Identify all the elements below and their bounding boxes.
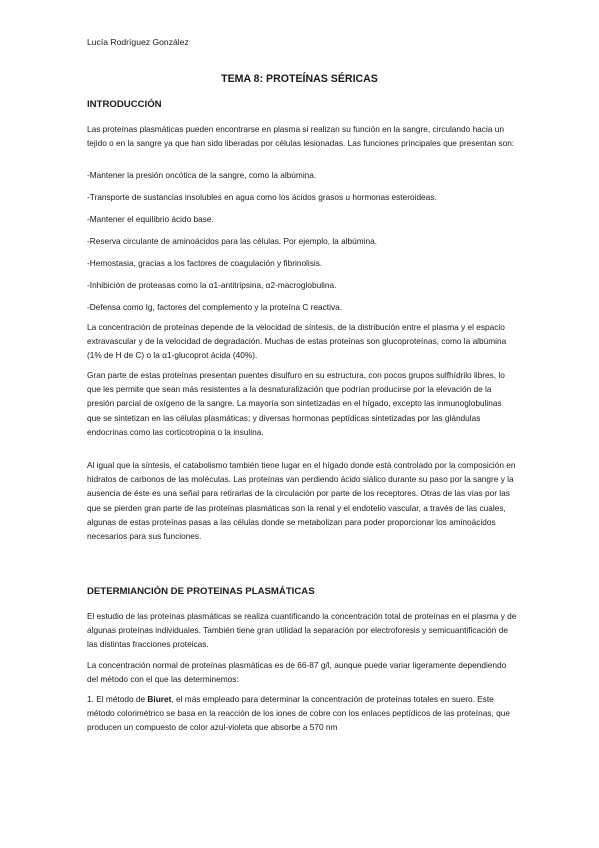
function-item: -Reserva circulante de aminoácidos para las células. Por ejemplo, la albúmina. <box>87 236 378 246</box>
function-item: -Inhibición de proteasas como la α1-antitripsina, α2-macroglobulina. <box>87 280 337 290</box>
function-item: -Mantener el equilibrio ácido base. <box>87 214 214 224</box>
function-item: -Defensa como Ig, factores del complemento y la proteína C reactiva. <box>87 302 343 312</box>
section-heading-introduccion: INTRODUCCIÓN <box>87 99 162 110</box>
document-title: TEMA 8: PROTEÍNAS SÉRICAS <box>221 73 378 85</box>
determinacion-paragraph-1: El estudio de las proteínas plasmáticas se realiza cuantificando la concentración total de proteínas en el plasma y de algunas proteínas individuales. También tiene gran utilidad la separación por electroforesis y semicuantificación de las distintas fracciones proteicas. <box>87 611 517 650</box>
intro-paragraph-3: Gran parte de estas proteínas presentan puentes disulfuro en su estructura, con pocos grupos sulfhídrilo libres, lo que les permite que sean más resistentes a la desnaturalización que podrían producirse por la elevación de la presión parcial de oxígeno de la sangre. La mayoría son sintetizadas en el hígado, excepto las inmunoglobulinas que se sintetizan en las células plasmáticas; y diversas hormonas peptídicas sintetizadas por las glándulas endocrinas como las corticotropina o la insulina. <box>87 370 505 437</box>
function-item: -Hemostasia, gracias a los factores de coagulación y fibrinolisis. <box>87 258 323 268</box>
function-item: -Transporte de sustancias insolubles en agua como los ácidos grasos u hormonas esteroideas. <box>87 192 437 202</box>
biuret-intro-text: 1. El método de <box>87 694 148 704</box>
function-item: -Mantener la presión oncótica de la sangre, como la albúmina. <box>87 170 317 180</box>
section-heading-determinacion: DETERMIANCIÓN DE PROTEINAS PLASMÁTICAS <box>87 586 315 597</box>
biuret-description-text: , el más empleado para determinar la concentración de proteínas totales en suero. Este método colorimétrico se basa en la reacción de los iones de cobre con los enlaces peptídicos de las proteínas, que producen un compuesto de color azul-violeta que absorbe a 570 nm <box>87 694 510 733</box>
intro-paragraph-1: Las proteínas plasmáticas pueden encontrarse en plasma si realizan su función en la sangre, circulando hacia un tejido o en la sangre ya que han sido liberadas por células lesionadas. Las funciones principales que presentan son: <box>87 124 515 149</box>
header-author: Lucía Rodríguez González <box>87 37 189 47</box>
biuret-paragraph <box>87 692 517 735</box>
biuret-method-name: Biuret <box>147 694 172 704</box>
determinacion-paragraph-2: La concentración normal de proteínas plasmáticas es de 66-87 g/l, aunque puede variar ligeramente dependiendo del método con el que las determinemos: <box>87 660 507 685</box>
intro-paragraph-4: Al igual que la síntesis, el catabolismo también tiene lugar en el hígado donde está controlado por la composición en hidratos de carbonos de las moléculas. Las proteínas van perdiendo ácido siálico durante su paso por la sangre y la ausencia de éste es una señal para retirarlas de la circulación por parte de los receptores. Otras de las vías por las que se pierden gran parte de las proteínas plasmáticas son la renal y el endotelio vascular, a través de las cuales, algunas de estas proteínas pasas a las células donde se metabolizan para poder proporcionar los aminoácidos necesarios para sus funciones. <box>87 460 516 542</box>
intro-paragraph-2: La concentración de proteínas depende de la velocidad de síntesis, de la distribución entre el plasma y el espacio extravascular y de la velocidad de degradación. Muchas de estas proteínas son glucoproteínas, como la albúmina (1% de H de C) o la α1-glucoprot ácida (40%). <box>87 322 507 361</box>
